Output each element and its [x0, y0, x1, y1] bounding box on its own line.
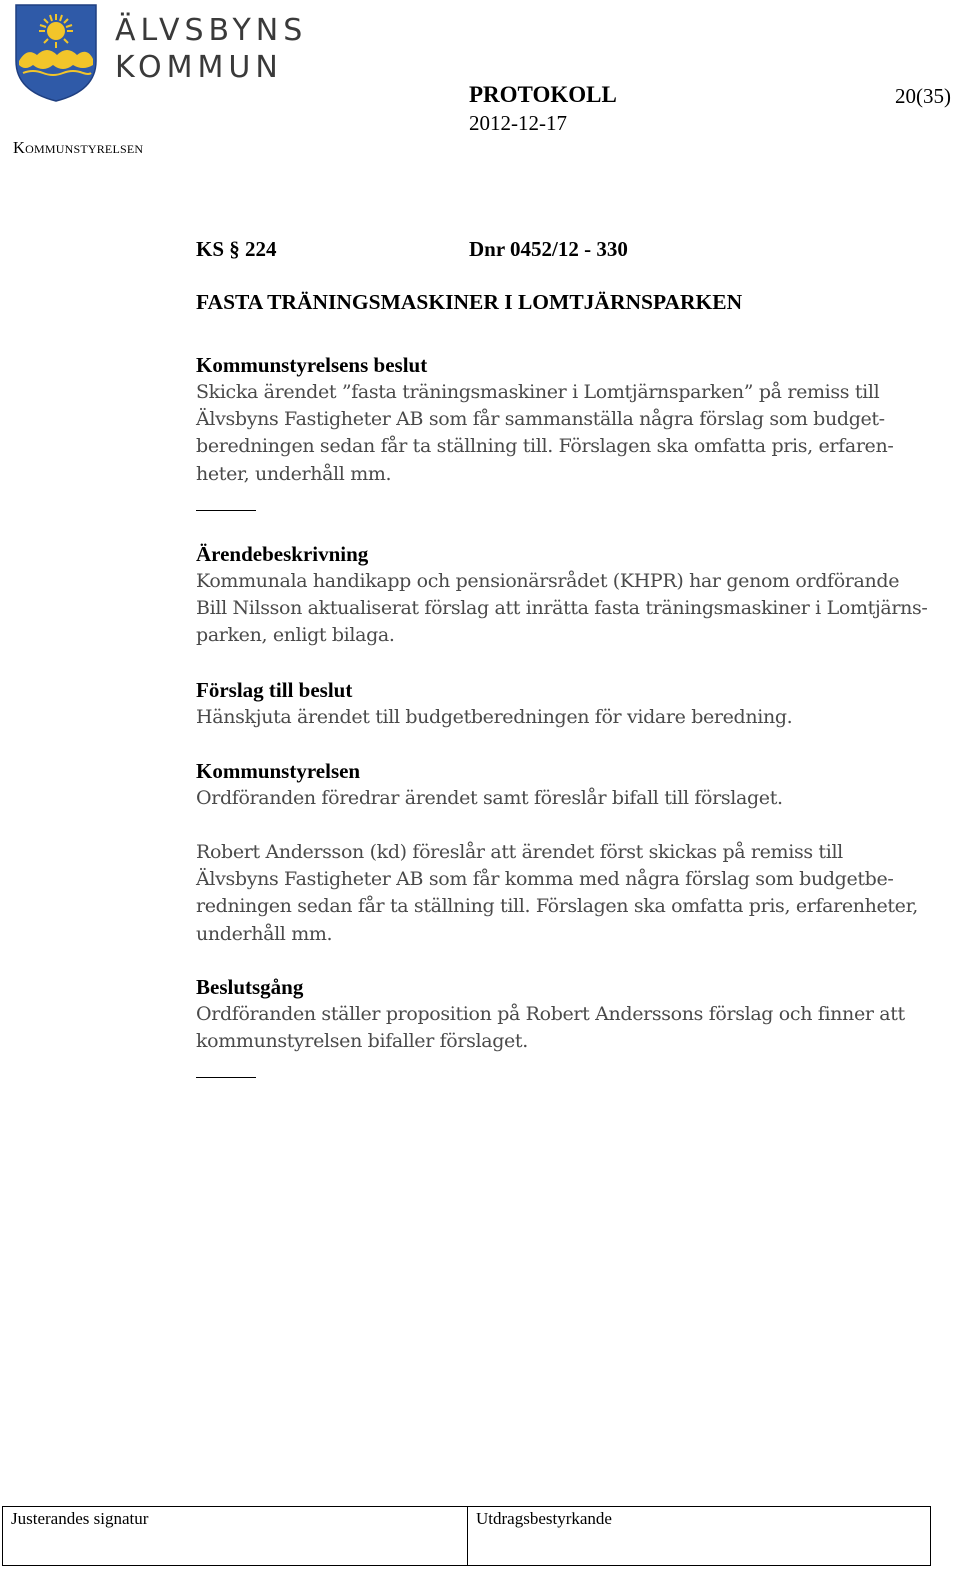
motion-line: redningen sedan får ta ställning till. Förslagen ska omfatta pris, erfarenheter, — [196, 895, 918, 918]
signature-label: Justerandes signatur — [11, 1509, 149, 1528]
motion-line: Älvsbyns Fastigheter AB som får komma med några förslag som budgetbe- — [196, 868, 894, 891]
motion-line: Robert Andersson (kd) föreslår att ärendet först skickas på remiss till — [196, 841, 843, 863]
signature-cell-utdrag — [468, 1507, 930, 1565]
procedure-heading: Beslutsgång — [196, 975, 304, 999]
decision-text — [196, 379, 926, 488]
document-type: PROTOKOLL — [469, 82, 617, 107]
organization-name — [115, 12, 307, 86]
section-divider — [196, 510, 256, 511]
signature-cell-justerandes — [3, 1507, 468, 1565]
procedure-line: kommunstyrelsen bifaller förslaget. — [196, 1030, 528, 1053]
case-registration-number: Dnr 0452/12 - 330 — [469, 237, 628, 261]
certification-label: Utdragsbestyrkande — [476, 1509, 612, 1528]
motion-text — [196, 839, 926, 948]
case-description-heading: Ärendebeskrivning — [196, 542, 369, 566]
decision-line: beredningen sedan får ta ställning till. Förslagen ska omfatta pris, erfaren- — [196, 435, 894, 458]
case-paragraph-number: KS § 224 — [196, 237, 277, 261]
org-line-2: KOMMUN — [115, 50, 283, 85]
case-description-line: parken, enligt bilaga. — [196, 624, 395, 647]
department-name: Kommunstyrelsen — [13, 138, 144, 157]
document-date: 2012-12-17 — [469, 111, 567, 135]
case-description-text — [196, 568, 926, 650]
proposal-line: Hänskjuta ärendet till budgetberedningen för vidare beredning. — [196, 706, 793, 728]
section-divider — [196, 1077, 256, 1078]
case-description-line: Kommunala handikapp och pensionärsrådet (KHPR) har genom ordförande — [196, 570, 900, 592]
proposal-heading: Förslag till beslut — [196, 678, 353, 702]
org-line-1: ÄLVSBYNS — [115, 13, 308, 48]
coat-of-arms-icon — [13, 3, 99, 103]
motion-line: underhåll mm. — [196, 922, 333, 945]
procedure-text — [196, 1001, 926, 1055]
board-line: Ordföranden föredrar ärendet samt föreslår bifall till förslaget. — [196, 787, 783, 809]
signature-table — [2, 1506, 931, 1566]
decision-line: Skicka ärendet ”fasta träningsmaskiner i Lomtjärnsparken” på remiss till — [196, 381, 880, 403]
page-number: 20(35) — [895, 84, 951, 108]
decision-heading: Kommunstyrelsens beslut — [196, 353, 428, 377]
board-heading: Kommunstyrelsen — [196, 759, 361, 783]
decision-line: heter, underhåll mm. — [196, 462, 392, 485]
proposal-text — [196, 704, 926, 731]
board-text — [196, 785, 926, 812]
procedure-line: Ordföranden ställer proposition på Robert Anderssons förslag och finner att — [196, 1003, 905, 1025]
decision-line: Älvsbyns Fastigheter AB som får sammanställa några förslag som budget- — [196, 408, 885, 431]
case-title: FASTA TRÄNINGSMASKINER I LOMTJÄRNSPARKEN — [196, 290, 743, 314]
case-description-line: Bill Nilsson aktualiserat förslag att inrätta fasta träningsmaskiner i Lomtjärns- — [196, 597, 928, 620]
